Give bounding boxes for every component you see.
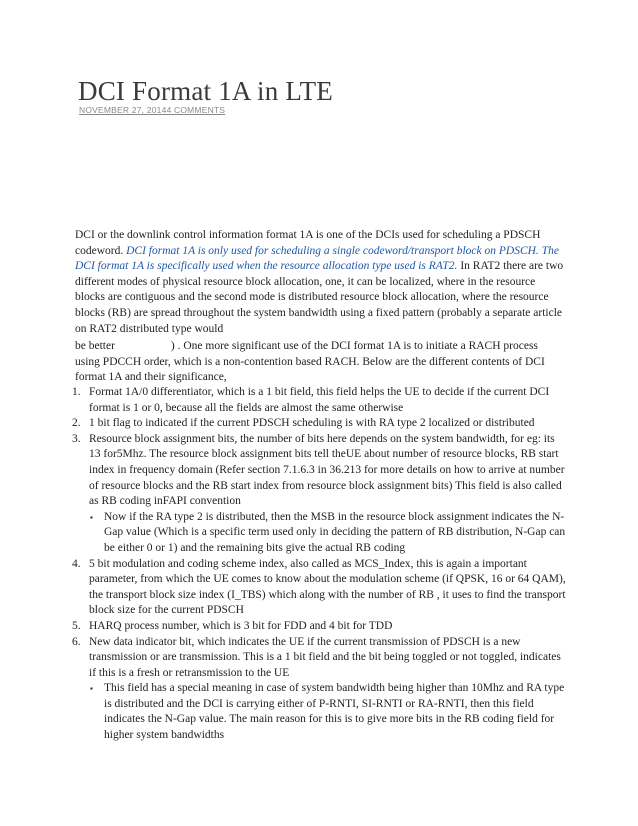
list-item-text: New data indicator bit, which indicates the UE if the current transmission of PDSCH is a new transmission or are transmission. This is a 1 bit field and the bit being toggled or not toggled, indicates if this is a fresh or retransmission to the UE — [89, 635, 561, 679]
second-paragraph — [75, 339, 565, 386]
sub-list-item-text: Now if the RA type 2 is distributed, then the MSB in the resource block assignment indicates the N-Gap value (Which is a specific term used only in deciding the pattern of RB distribution, N-Gap can be either 0 or 1) and the remaining bits give the actual RB coding — [104, 510, 566, 554]
sub-list-item — [90, 510, 567, 557]
list-item — [72, 557, 567, 619]
list-item-number: 4. — [72, 557, 81, 570]
dci-fields-list — [72, 385, 567, 744]
list-item-number: 5. — [72, 619, 81, 632]
intro-emphasis: DCI format 1A is only used for scheduling a single codeword/transport block on PDSCH. The DCI format 1A is specifically used when the resource allocation type used is RAT2. — [75, 244, 559, 273]
list-item — [72, 416, 567, 432]
list-item — [72, 432, 567, 557]
sub-list-item — [90, 681, 567, 743]
intro-paragraph — [75, 228, 565, 337]
list-item-number: 2. — [72, 417, 81, 430]
sub-list-item-text: This field has a special meaning in case of system bandwidth being higher than 10Mhz and RA type is distributed and the DCI is carrying either of P-RNTI, SI-RNTI or RA-RNTI, then this field indicates the N-Gap value. The main reason for this is to give more bits in the RB coding field for higher system bandwidths — [104, 682, 565, 742]
list-item-text: Format 1A/0 differentiator, which is a 1 bit field, this field helps the UE to decide if the current DCI format is 1 or 0, because all the fields are almost the same otherwise — [89, 386, 550, 414]
list-item-text: 5 bit modulation and coding scheme index, also called as MCS_Index, this is again a important parameter, from which the UE comes to know about the modulation scheme (if QPSK, 16 or 64 QAM), the transport block size index (I_TBS) which along with the number of RB , it uses to find the transport block size for the current PDSCH — [89, 557, 566, 617]
second-paragraph-lead: be better — [75, 340, 115, 352]
list-item-number: 3. — [72, 432, 81, 445]
list-item — [72, 385, 567, 416]
list-item-text: Resource block assignment bits, the number of bits here depends on the system bandwidth, for eg: its 13 for5Mhz. The resource block assignment bits tell theUE about number of resource blocks, RB start index in frequency domain (Refer section 7.1.6.3 in 36.213 for more details on how to arrive at number of resource blocks and the RB start index from resource block assignment bits) This field is also called as RB coding inFAPI convention — [89, 432, 565, 508]
second-paragraph-rest: ) . One more significant use of the DCI format 1A is to initiate a RACH process using PDCCH order, which is a non-contention based RACH. Below are the different contents of DCI format 1A and their significance, — [75, 340, 545, 384]
page-title: DCI Format 1A in LTE — [78, 76, 334, 106]
post-meta-link[interactable]: NOVEMBER 27, 20144 COMMENTS — [79, 105, 226, 115]
list-item — [72, 619, 567, 635]
intro-text-part1: DCI or the downlink control information format 1A is one of the DCIs used for scheduling a PDSCH codeword. — [75, 229, 541, 257]
list-item-number: 1. — [72, 386, 81, 398]
list-item-text: 1 bit flag to indicated if the current PDSCH scheduling is with RA type 2 localized or distributed — [89, 417, 535, 430]
list-item-text: HARQ process number, which is 3 bit for FDD and 4 bit for TDD — [89, 619, 393, 632]
square-bullet-icon: ▪ — [90, 512, 93, 522]
list-item — [72, 635, 567, 744]
sub-list — [89, 681, 567, 743]
intro-text-part2: In RAT2 there are two different modes of physical resource block allocation, one, it can be localized, where in the resource blocks are contiguous and the second mode is distributed resource block allocation, where the resource blocks (RB) are spread throughout the system bandwidth using a fixed pattern (probably a separate article on RAT2 distributed type would — [75, 260, 564, 335]
list-item-number: 6. — [72, 635, 81, 648]
square-bullet-icon: ▪ — [90, 684, 93, 694]
sub-list — [89, 510, 567, 557]
